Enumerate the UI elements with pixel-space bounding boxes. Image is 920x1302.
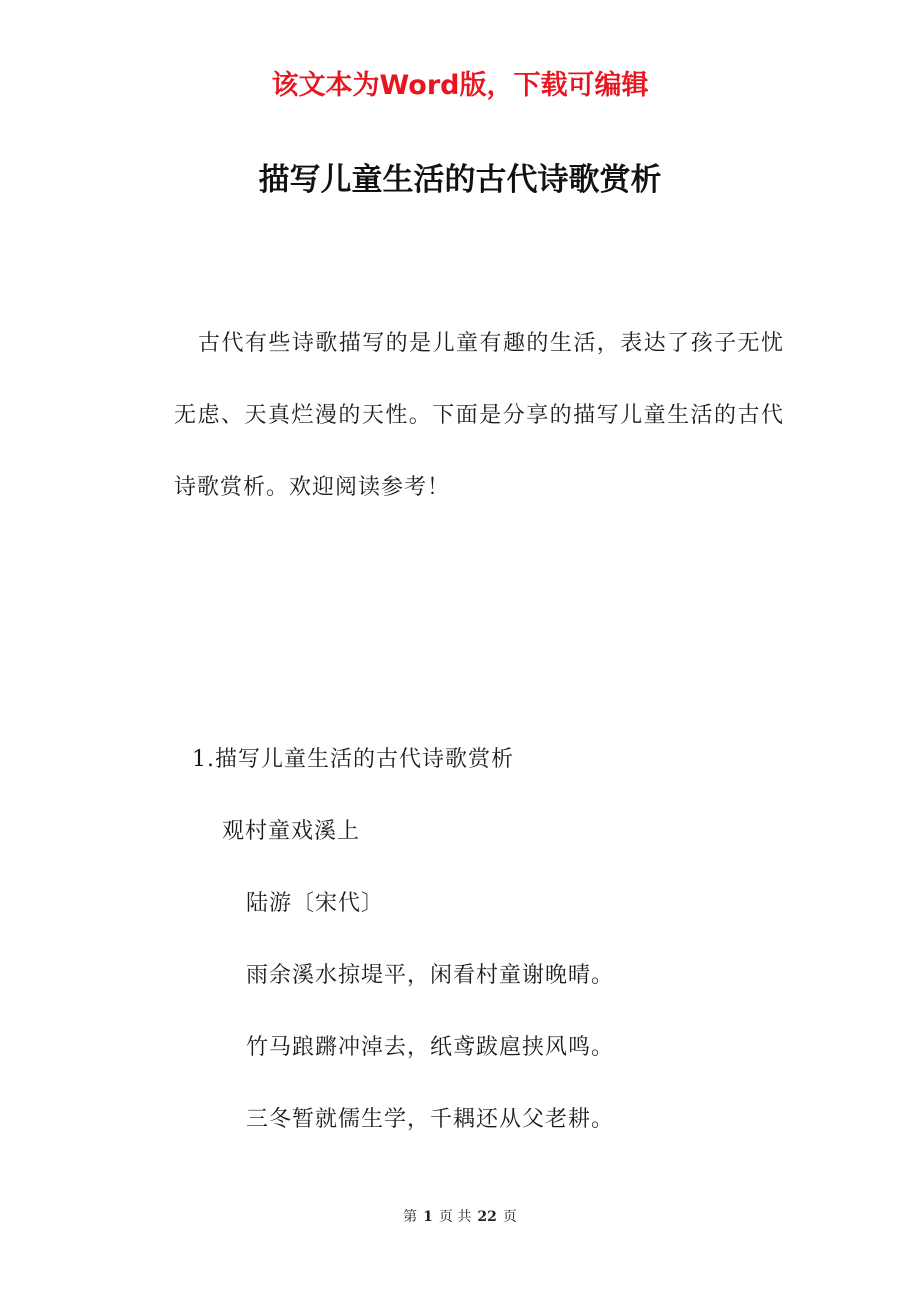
document-title: 描写儿童生活的古代诗歌赏析 — [258, 162, 662, 198]
intro-paragraph: 古代有些诗歌描写的是儿童有趣的生活，表达了孩子无忧无虑、天真烂漫的天性。下面是分享的描写儿童生活的古代诗歌赏析。欢迎阅读参考！ — [174, 331, 784, 500]
section-heading: 1.描写儿童生活的古代诗歌赏析 — [192, 747, 514, 772]
poem-line: 雨余溪水掠堤平，闲看村童谢晚晴。 — [246, 963, 615, 988]
footer-middle: 页 共 — [438, 1209, 472, 1225]
poem-author: 陆游〔宋代〕 — [246, 891, 385, 916]
footer-prefix: 第 — [403, 1209, 418, 1225]
page-footer — [0, 1206, 920, 1228]
footer-suffix: 页 — [502, 1209, 517, 1225]
poem-title: 观村童戏溪上 — [222, 819, 361, 844]
footer-total-pages: 22 — [477, 1209, 497, 1225]
download-banner: 该文本为Word版，下载可编辑 — [271, 70, 649, 101]
poem-line: 竹马踉蹡冲淖去，纸鸢跋扈挟风鸣。 — [246, 1035, 615, 1060]
poem-line: 三冬暂就儒生学，千耦还从父老耕。 — [246, 1107, 615, 1132]
footer-current-page: 1 — [423, 1209, 433, 1225]
